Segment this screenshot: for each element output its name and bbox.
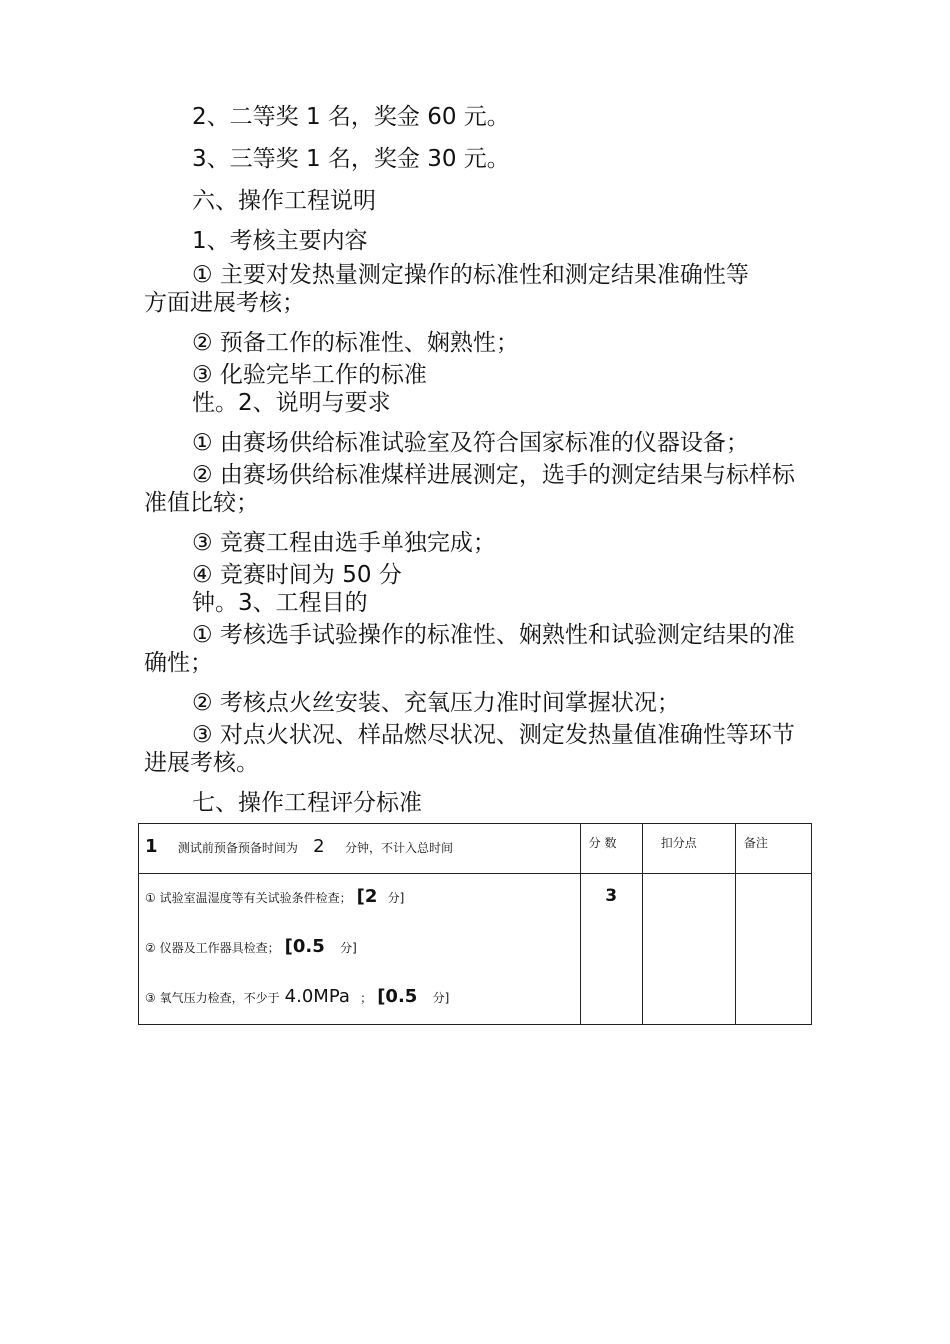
prep-text-a: 测试前预备预备时间为 xyxy=(177,841,298,855)
text-line: 钟。3、工程目的 xyxy=(192,590,368,616)
text-line: 准值比较； xyxy=(144,490,259,516)
item-number: 1 xyxy=(145,836,158,857)
text-line: ① 主要对发热量测定操作的标准性和测定结果准确性等 xyxy=(192,262,749,288)
note-cell xyxy=(735,874,811,1025)
text-line: ② 考核点火丝安装、充氧压力准时间掌握状况； xyxy=(192,690,680,716)
table-row xyxy=(139,874,812,1025)
table-header-row xyxy=(139,824,812,874)
text-line: 性。2、说明与要求 xyxy=(192,390,391,416)
text-line: 方面进展考核； xyxy=(144,290,305,316)
text-line: ④ 竞赛时间为 50 分 xyxy=(192,562,402,588)
scoring-table xyxy=(138,823,812,1025)
col-score-label: 分 数 xyxy=(588,836,617,850)
text-line: ② 由赛场供给标准煤样进展测定，选手的测定结果与标样标 xyxy=(192,462,795,488)
check-item: ③ 氧气压力检查，不少于 4.0MPa ； [0.5 分] xyxy=(145,986,450,1007)
prep-text-b: 分钟，不计入总时间 xyxy=(344,841,453,855)
text-line: ③ 对点火状况、样品燃尽状况、测定发热量值准确性等环节 xyxy=(192,722,795,748)
prep-minutes: 2 xyxy=(313,836,325,857)
text-line: 进展考核。 xyxy=(144,750,259,776)
score-cell xyxy=(580,874,642,1025)
col-deduct-header xyxy=(642,824,735,874)
col-note-label: 备注 xyxy=(743,836,768,850)
text-line: ③ 化验完毕工作的标准 xyxy=(192,362,427,388)
score-value: 3 xyxy=(605,886,618,906)
text-line: ② 预备工作的标准性、娴熟性； xyxy=(192,330,519,356)
check-item: ② 仪器及工作器具检查； [0.5 分] xyxy=(145,936,357,957)
deduct-cell xyxy=(642,874,735,1025)
text-line: 确性； xyxy=(144,650,213,676)
section-heading: 七、操作工程评分标准 xyxy=(192,790,422,816)
text-line: 2、二等奖 1 名，奖金 60 元。 xyxy=(192,104,510,130)
section-heading: 六、操作工程说明 xyxy=(192,188,376,214)
subsection-heading: 1、考核主要内容 xyxy=(192,228,368,254)
col-note-header xyxy=(735,824,811,874)
text-line: ③ 竞赛工程由选手单独完成； xyxy=(192,530,496,556)
col-score-header xyxy=(580,824,642,874)
check-item: ① 试验室温湿度等有关试验条件检查； [2 分] xyxy=(145,886,405,907)
items-cell xyxy=(139,874,581,1025)
col-deduct-label: 扣分点 xyxy=(660,836,697,850)
text-line: 3、三等奖 1 名，奖金 30 元。 xyxy=(192,146,510,172)
text-line: ① 由赛场供给标准试验室及符合国家标准的仪器设备； xyxy=(192,430,749,456)
text-line: ① 考核选手试验操作的标准性、娴熟性和试验测定结果的准 xyxy=(192,622,795,648)
item-title-cell xyxy=(139,824,581,874)
